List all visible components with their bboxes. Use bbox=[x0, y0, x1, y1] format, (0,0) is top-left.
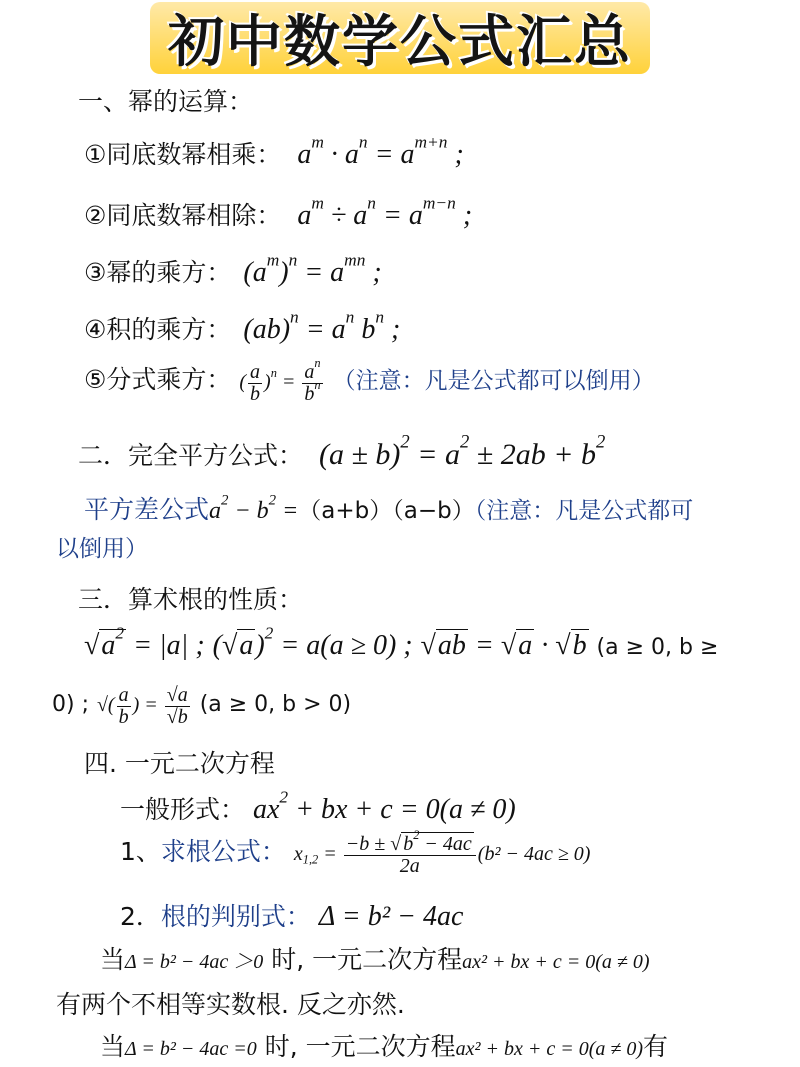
rule-5-note: （注意：凡是公式都可以倒用） bbox=[332, 368, 655, 394]
quadratic-formula-label: 求根公式： bbox=[160, 837, 286, 866]
rule-4-formula: $(ab)^n = a^n$ $b^n$ ; bbox=[243, 307, 401, 345]
rule-4-label: ④积的乘方： bbox=[84, 315, 232, 344]
rule-1 bbox=[84, 132, 464, 171]
root-product-condition: (a ≥ 0, b ≥ bbox=[596, 635, 719, 660]
rule-3 bbox=[84, 250, 382, 289]
discriminant-formula: Δ = b² − 4ac bbox=[318, 901, 464, 932]
case-zero-text: 时, 一元二次方程 bbox=[264, 1032, 456, 1061]
rule-2-formula: $a^m \div a^n = a^{m-n}$ ; bbox=[297, 193, 473, 231]
rule-4 bbox=[84, 307, 401, 346]
case-zero-when: 当 bbox=[100, 1032, 126, 1061]
root-properties-line-2 bbox=[52, 685, 351, 728]
case-positive-line-1 bbox=[100, 940, 650, 976]
case-zero-tail: 有 bbox=[643, 1032, 669, 1061]
case-zero-line-1 bbox=[100, 1027, 668, 1063]
page-title: 初中数学公式汇总 bbox=[168, 10, 632, 75]
perfect-square-formula: $(a \pm b)^2 = a^2 \pm 2ab + b^2$ bbox=[318, 431, 606, 471]
title-banner bbox=[150, 2, 650, 74]
discriminant-num: 2． bbox=[120, 902, 161, 931]
section-4-heading: 四. 一元二次方程 bbox=[84, 749, 275, 778]
general-form bbox=[120, 787, 516, 826]
difference-of-squares: 平方差公式$a^2 - b^2 =(a+b)(a-b)$（注意：凡是公式都可 bbox=[84, 492, 694, 524]
case-positive-when: 当 bbox=[100, 945, 126, 974]
root-formula-quotient: √( $\frac{a}{b}$ ) = $\frac{√a}{√b}$ bbox=[96, 684, 188, 728]
rule-5 bbox=[84, 355, 655, 405]
rule-5-label: ⑤分式乘方： bbox=[84, 365, 232, 394]
general-form-formula: $ax^2$ + bx + c = 0(a ≠ 0) bbox=[252, 787, 516, 825]
quadratic-formula-condition: (b² − 4ac ≥ 0) bbox=[477, 843, 591, 865]
case-positive-formula: Δ = b² − 4ac ＞0 bbox=[125, 951, 264, 973]
quadratic-formula-expr: $x_{1,2}$ = $\frac{-b \pm √ b^2 - 4ac}{2a}$ bbox=[294, 843, 478, 865]
discriminant-label: 根的判别式： bbox=[160, 902, 311, 931]
general-form-label: 一般形式： bbox=[120, 795, 246, 824]
rule-2-label: ②同底数幂相除： bbox=[84, 201, 282, 230]
quadratic-formula-num: 1、 bbox=[120, 837, 161, 866]
case-positive-text: 时, 一元二次方程 bbox=[271, 945, 463, 974]
root-quotient-condition: (a ≥ 0, b > 0) bbox=[199, 692, 352, 718]
section-1-heading bbox=[78, 82, 253, 118]
difference-label: 平方差公式 bbox=[84, 495, 210, 524]
root-formula-abs: $√a^2 = |a|$ ; bbox=[84, 623, 205, 661]
rule-2 bbox=[84, 193, 473, 232]
quadratic-formula bbox=[120, 827, 591, 877]
rule-1-label: ①同底数幂相乘： bbox=[84, 140, 282, 169]
case-positive-line-2: 有两个不相等实数根. 反之亦然. bbox=[56, 990, 405, 1019]
difference-note: （注意：凡是公式都可 bbox=[474, 498, 694, 524]
case-positive-equation: ax² + bx + c = 0(a ≠ 0) bbox=[462, 951, 650, 973]
rule-3-label: ③幂的乘方： bbox=[84, 258, 232, 287]
case-zero-formula: Δ = b² − 4ac =0 bbox=[125, 1038, 257, 1060]
rule-1-formula: $a^m \cdot a^n = a^{m+n}$ ; bbox=[297, 132, 464, 170]
section-2-heading: 二．完全平方公式： bbox=[78, 441, 304, 470]
root-formula-product: √ab = √a · √b bbox=[420, 630, 587, 661]
difference-formula: $a^2 - b^2$ = bbox=[209, 492, 299, 524]
discriminant bbox=[120, 897, 463, 933]
section-2 bbox=[78, 431, 606, 472]
root-formula-square: $(√a)^2 = a(a \ge 0)$ ; bbox=[212, 623, 413, 661]
rule-5-formula: ( $\frac{a}{b}$ )$^n$ = $\frac{a^n}{b^n}$ bbox=[239, 355, 321, 405]
section-1-heading-text: 一、幂的运算： bbox=[78, 87, 254, 116]
root-condition-cont: 0) ; bbox=[52, 692, 89, 718]
root-properties-line-1 bbox=[84, 623, 719, 662]
case-zero-equation: ax² + bx + c = 0(a ≠ 0) bbox=[455, 1038, 644, 1060]
rule-3-formula: $(a^m)^n = a^{mn}$ ; bbox=[243, 250, 382, 288]
difference-note-cont: 以倒用） bbox=[56, 536, 148, 562]
section-3-heading: 三．算术根的性质： bbox=[78, 585, 304, 614]
